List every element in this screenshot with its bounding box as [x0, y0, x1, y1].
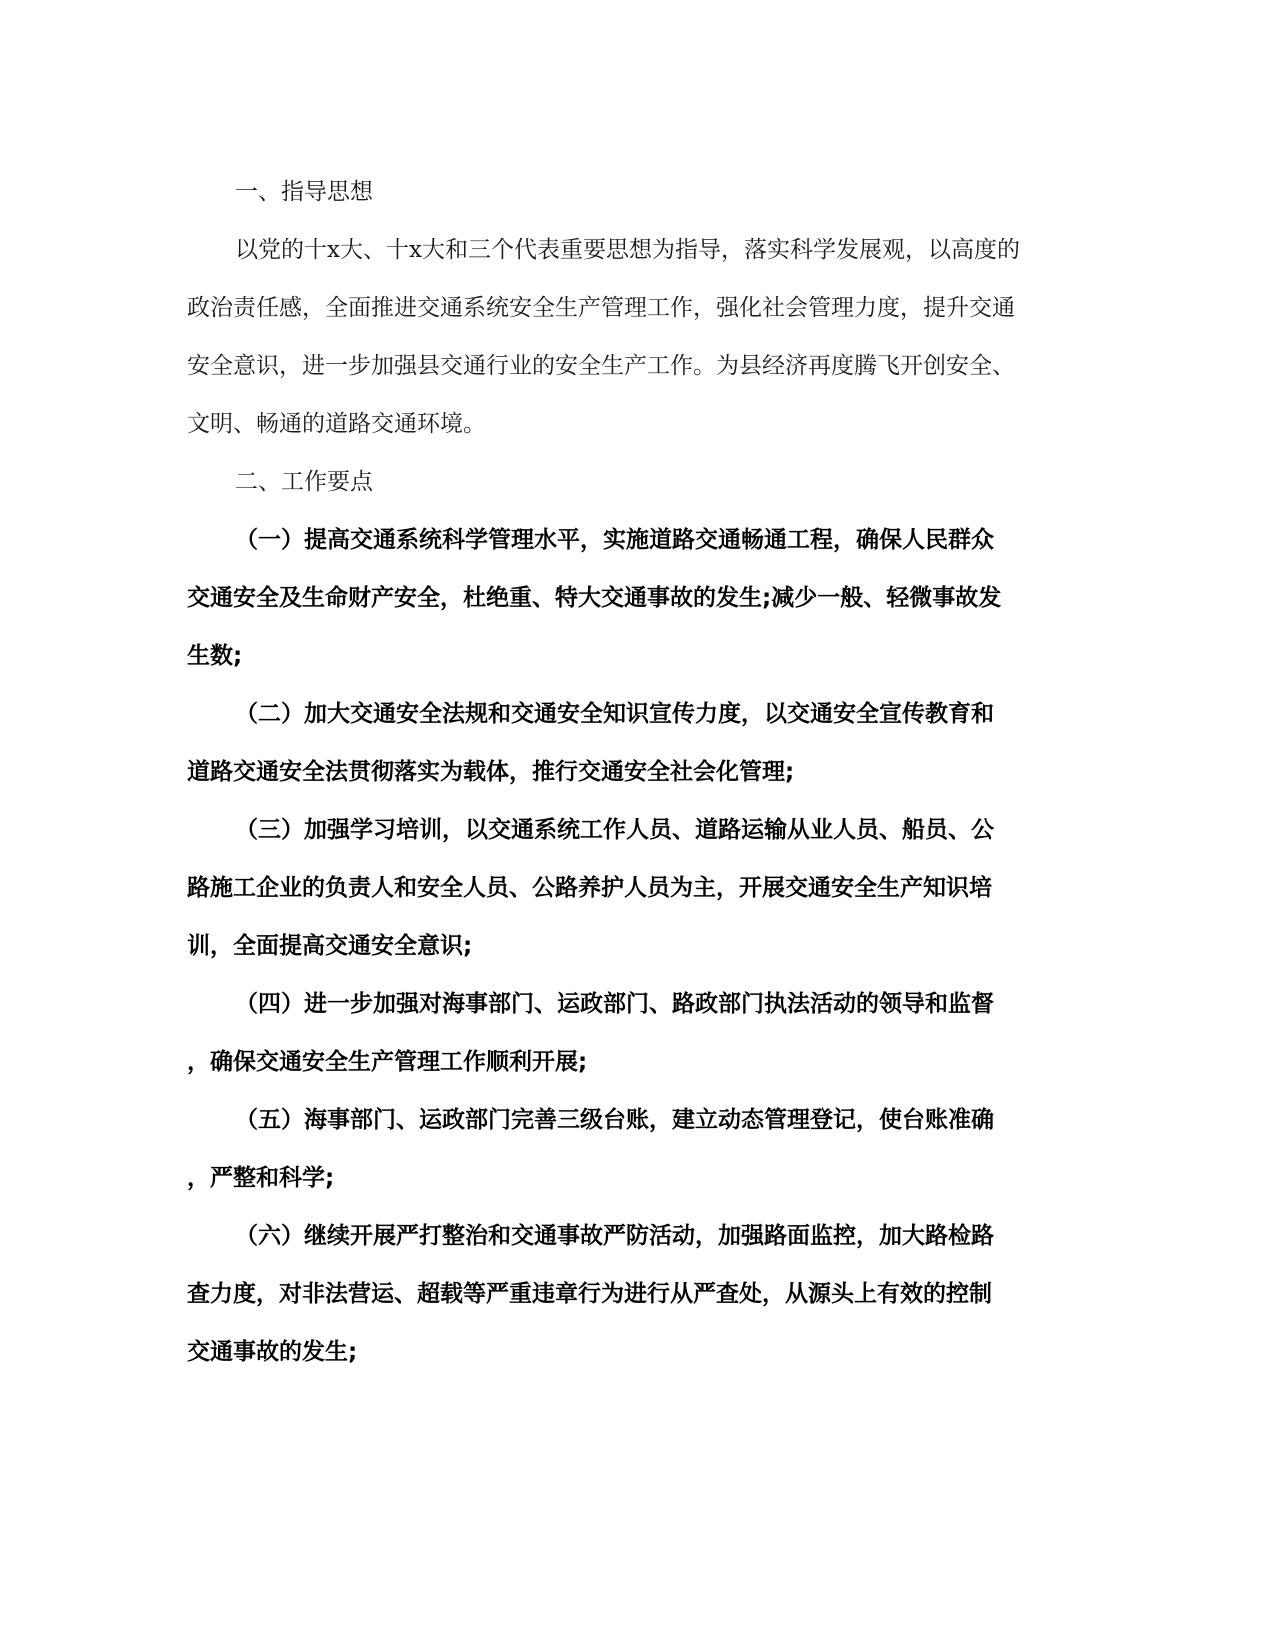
paragraph-line: （五）海事部门、运政部门完善三级台账，建立动态管理登记，使台账准确: [235, 1107, 994, 1133]
paragraph-line: 生数;: [187, 643, 243, 669]
paragraph-line: 训，全面提高交通安全意识;: [187, 933, 473, 959]
section-heading-work-points: 二、工作要点: [235, 469, 373, 495]
section-heading-guiding-ideology: 一、指导思想: [235, 179, 373, 205]
paragraph-line: 交通事故的发生;: [187, 1339, 358, 1365]
paragraph-line: 路施工企业的负责人和安全人员、公路养护人员为主，开展交通安全生产知识培: [187, 875, 992, 901]
paragraph-line: （一）提高交通系统科学管理水平，实施道路交通畅通工程，确保人民群众: [235, 527, 994, 553]
work-point-item-1: [187, 511, 1082, 685]
guiding-ideology-paragraph: [187, 221, 1082, 453]
paragraph-line: （四）进一步加强对海事部门、运政部门、路政部门执法活动的领导和监督: [235, 991, 994, 1017]
paragraph-line: 交通安全及生命财产安全，杜绝重、特大交通事故的发生;减少一般、轻微事故发: [187, 585, 1002, 611]
paragraph-line: 政治责任感，全面推进交通系统安全生产管理工作，强化社会管理力度，提升交通: [187, 295, 1015, 321]
work-point-item-3: [187, 801, 1082, 975]
work-point-item-4: [187, 975, 1082, 1091]
paragraph-line: （二）加大交通安全法规和交通安全知识宣传力度，以交通安全宣传教育和: [235, 701, 994, 727]
paragraph-line: 以党的十x大、十x大和三个代表重要思想为指导，落实科学发展观，以高度的: [235, 237, 1020, 263]
paragraph-line: ，严整和科学;: [187, 1165, 335, 1191]
paragraph-line: 查力度，对非法营运、超载等严重违章行为进行从严查处，从源头上有效的控制: [187, 1281, 992, 1307]
paragraph-line: （三）加强学习培训，以交通系统工作人员、道路运输从业人员、船员、公: [235, 817, 994, 843]
paragraph-line: ，确保交通安全生产管理工作顺利开展;: [187, 1049, 588, 1075]
paragraph-line: 文明、畅通的道路交通环境。: [187, 411, 486, 437]
paragraph-line: 安全意识，进一步加强县交通行业的安全生产工作。为县经济再度腾飞开创安全、: [187, 353, 1015, 379]
work-point-item-2: [187, 685, 1082, 801]
work-point-item-5: [187, 1091, 1082, 1207]
document-page: [187, 163, 1082, 1381]
paragraph-line: 道路交通安全法贯彻落实为载体，推行交通安全社会化管理;: [187, 759, 795, 785]
work-point-item-6: [187, 1207, 1082, 1381]
paragraph-line: （六）继续开展严打整治和交通事故严防活动，加强路面监控，加大路检路: [235, 1223, 994, 1249]
